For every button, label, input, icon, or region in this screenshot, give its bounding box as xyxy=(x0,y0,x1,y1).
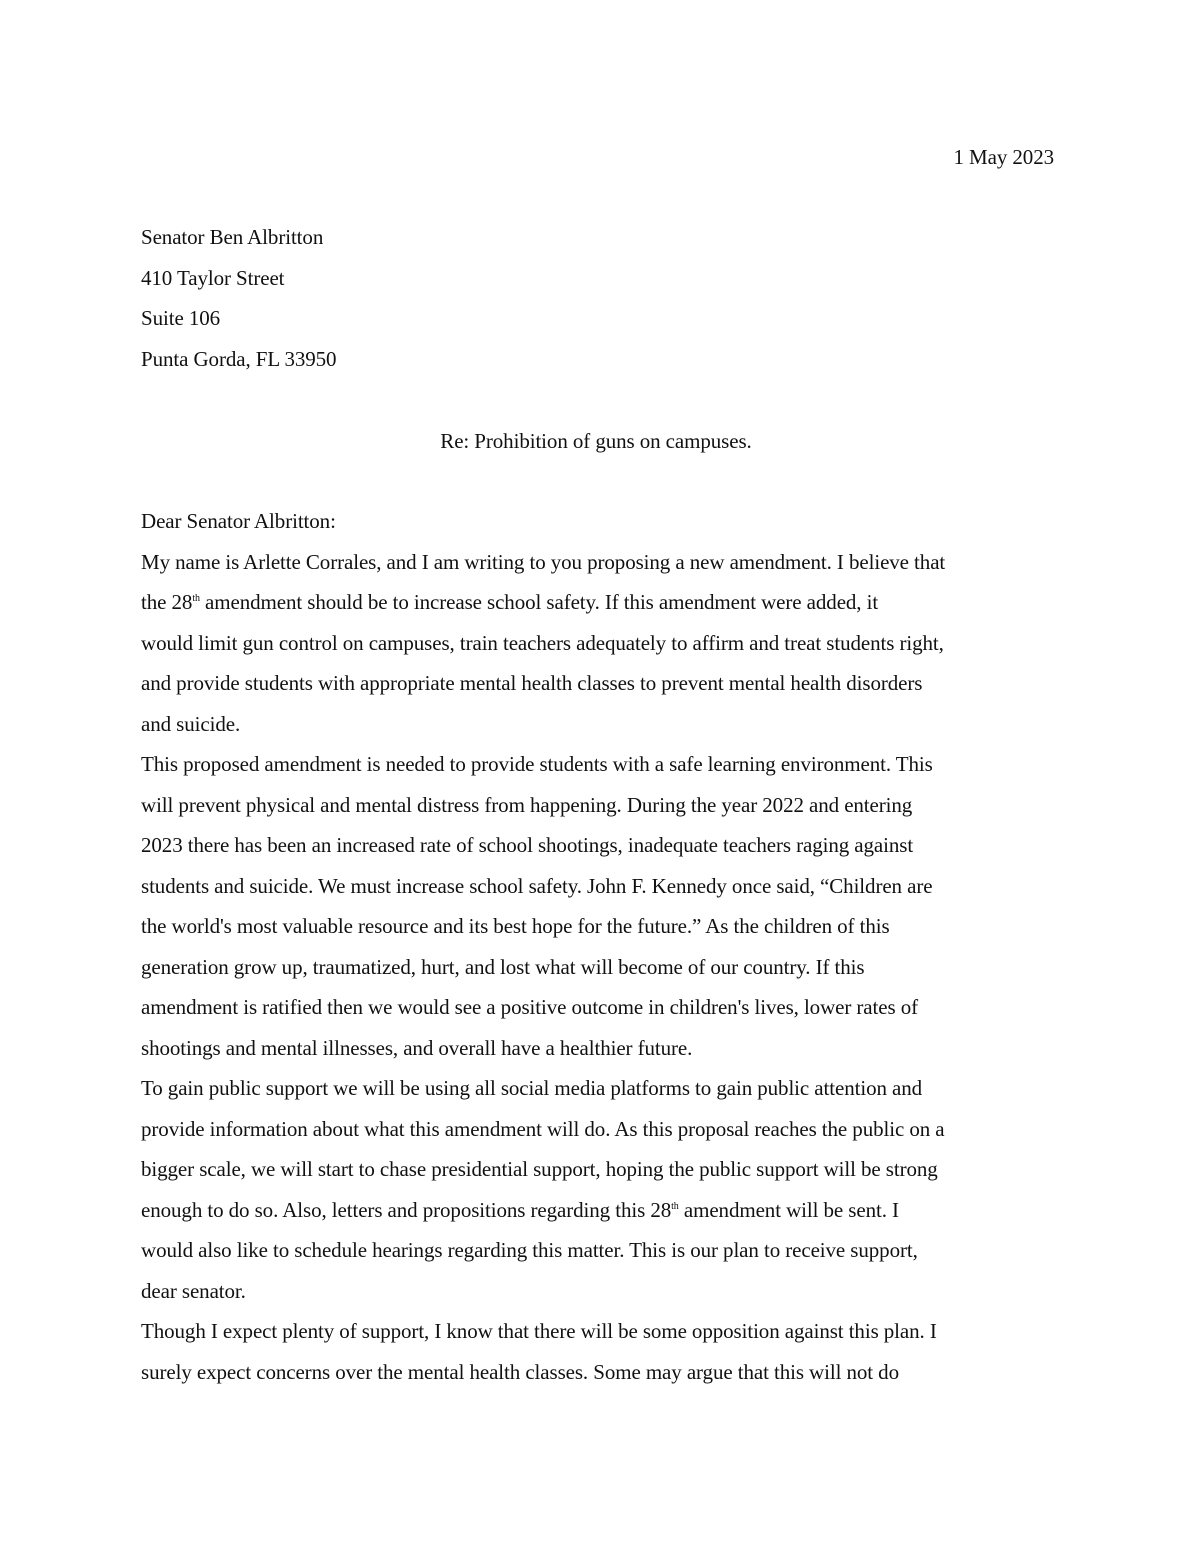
letter-date: 1 May 2023 xyxy=(953,145,1054,169)
body-line: My name is Arlette Corrales, and I am writing to you proposing a new amendment. I believe that xyxy=(141,549,946,574)
body-line: and suicide. xyxy=(141,711,241,736)
body-line: surely expect concerns over the mental health classes. Some may argue that this will not do xyxy=(141,1359,899,1384)
body-line: will prevent physical and mental distress from happening. During the year 2022 and entering xyxy=(141,792,913,817)
body-line-text: enough to do so. Also, letters and propositions regarding this 28 xyxy=(141,1197,672,1222)
ordinal-superscript: th xyxy=(192,593,200,604)
ordinal-superscript: th xyxy=(671,1200,679,1212)
body-line: the world's most valuable resource and its best hope for the future.” As the children of this xyxy=(141,914,890,938)
recipient-address xyxy=(141,217,336,379)
body-line: To gain public support we will be using all social media platforms to gain public attention and xyxy=(141,1076,923,1100)
body-line: would limit gun control on campuses, train teachers adequately to affirm and treat students right, xyxy=(141,630,944,655)
body-line-text: the 28 xyxy=(141,590,193,614)
body-line: bigger scale, we will start to chase presidential support, hoping the public support will be strong xyxy=(141,1157,938,1181)
recipient-city: Punta Gorda, FL 33950 xyxy=(141,346,337,371)
body-line: students and suicide. We must increase school safety. John F. Kennedy once said, “Children are xyxy=(141,873,933,898)
body-line-text: amendment will be sent. I xyxy=(678,1197,899,1222)
body-line: and provide students with appropriate mental health classes to prevent mental health disorders xyxy=(141,671,923,695)
body-lines xyxy=(141,542,945,1393)
recipient-name: Senator Ben Albritton xyxy=(141,225,324,249)
letter-subject: Re: Prohibition of guns on campuses. xyxy=(440,429,752,453)
recipient-suite: Suite 106 xyxy=(141,306,221,330)
body-line: This proposed amendment is needed to provide students with a safe learning environment. This xyxy=(141,752,933,776)
body-line: generation grow up, traumatized, hurt, and lost what will become of our country. If this xyxy=(141,954,865,979)
recipient-street: 410 Taylor Street xyxy=(141,265,285,290)
body-line xyxy=(141,582,945,623)
body-line: amendment is ratified then we would see a positive outcome in children's lives, lower rates of xyxy=(141,995,918,1019)
letter-body xyxy=(141,501,945,1392)
body-line-text: amendment should be to increase school safety. If this amendment were added, it xyxy=(199,590,879,614)
body-line: provide information about what this amendment will do. As this proposal reaches the public on a xyxy=(141,1116,945,1141)
salutation: Dear Senator Albritton: xyxy=(141,509,336,533)
body-line xyxy=(141,1190,945,1231)
body-line: dear senator. xyxy=(141,1278,246,1303)
body-line: would also like to schedule hearings regarding this matter. This is our plan to receive support, xyxy=(141,1238,918,1262)
body-line: Though I expect plenty of support, I know that there will be some opposition against this plan. I xyxy=(141,1319,937,1343)
body-line: shootings and mental illnesses, and overall have a healthier future. xyxy=(141,1035,693,1060)
body-line: 2023 there has been an increased rate of school shootings, inadequate teachers raging against xyxy=(141,833,914,857)
